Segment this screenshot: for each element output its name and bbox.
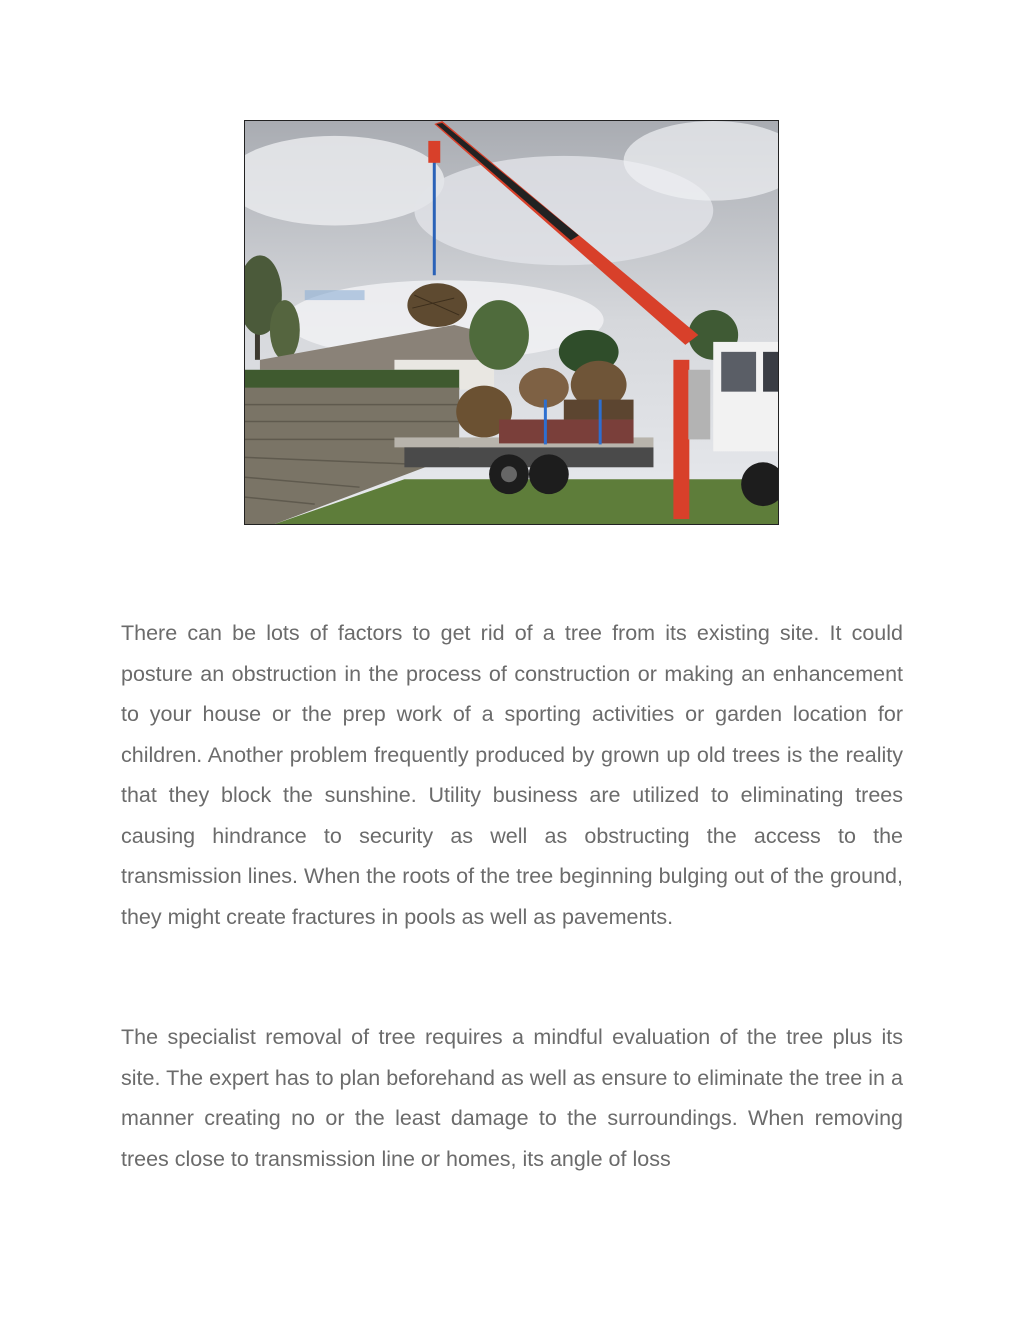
body-paragraph-2: The specialist removal of tree requires a mindful evaluation of the tree plus its site. The expert has to plan beforehand as well as ensure to eliminate the tree in a manner creating no or the least damage to the surroundings. When removing trees close to transmission line or homes, its angle of loss xyxy=(121,1025,903,1171)
crane-truck-photo xyxy=(244,120,779,525)
body-paragraph-1: There can be lots of factors to get rid of a tree from its existing site. It could posture an obstruction in the process of construction or making an enhancement to your house or the prep work of a sporting activities or garden location for children. Another problem frequently produced by grown up old trees is the reality that they block the sunshine. Utility business are utilized to eliminating trees causing hindrance to security as well as obstructing the access to the transmission lines. When the roots of the tree beginning bulging out of the ground, they might create fractures in pools as well as pavements. xyxy=(121,621,903,929)
